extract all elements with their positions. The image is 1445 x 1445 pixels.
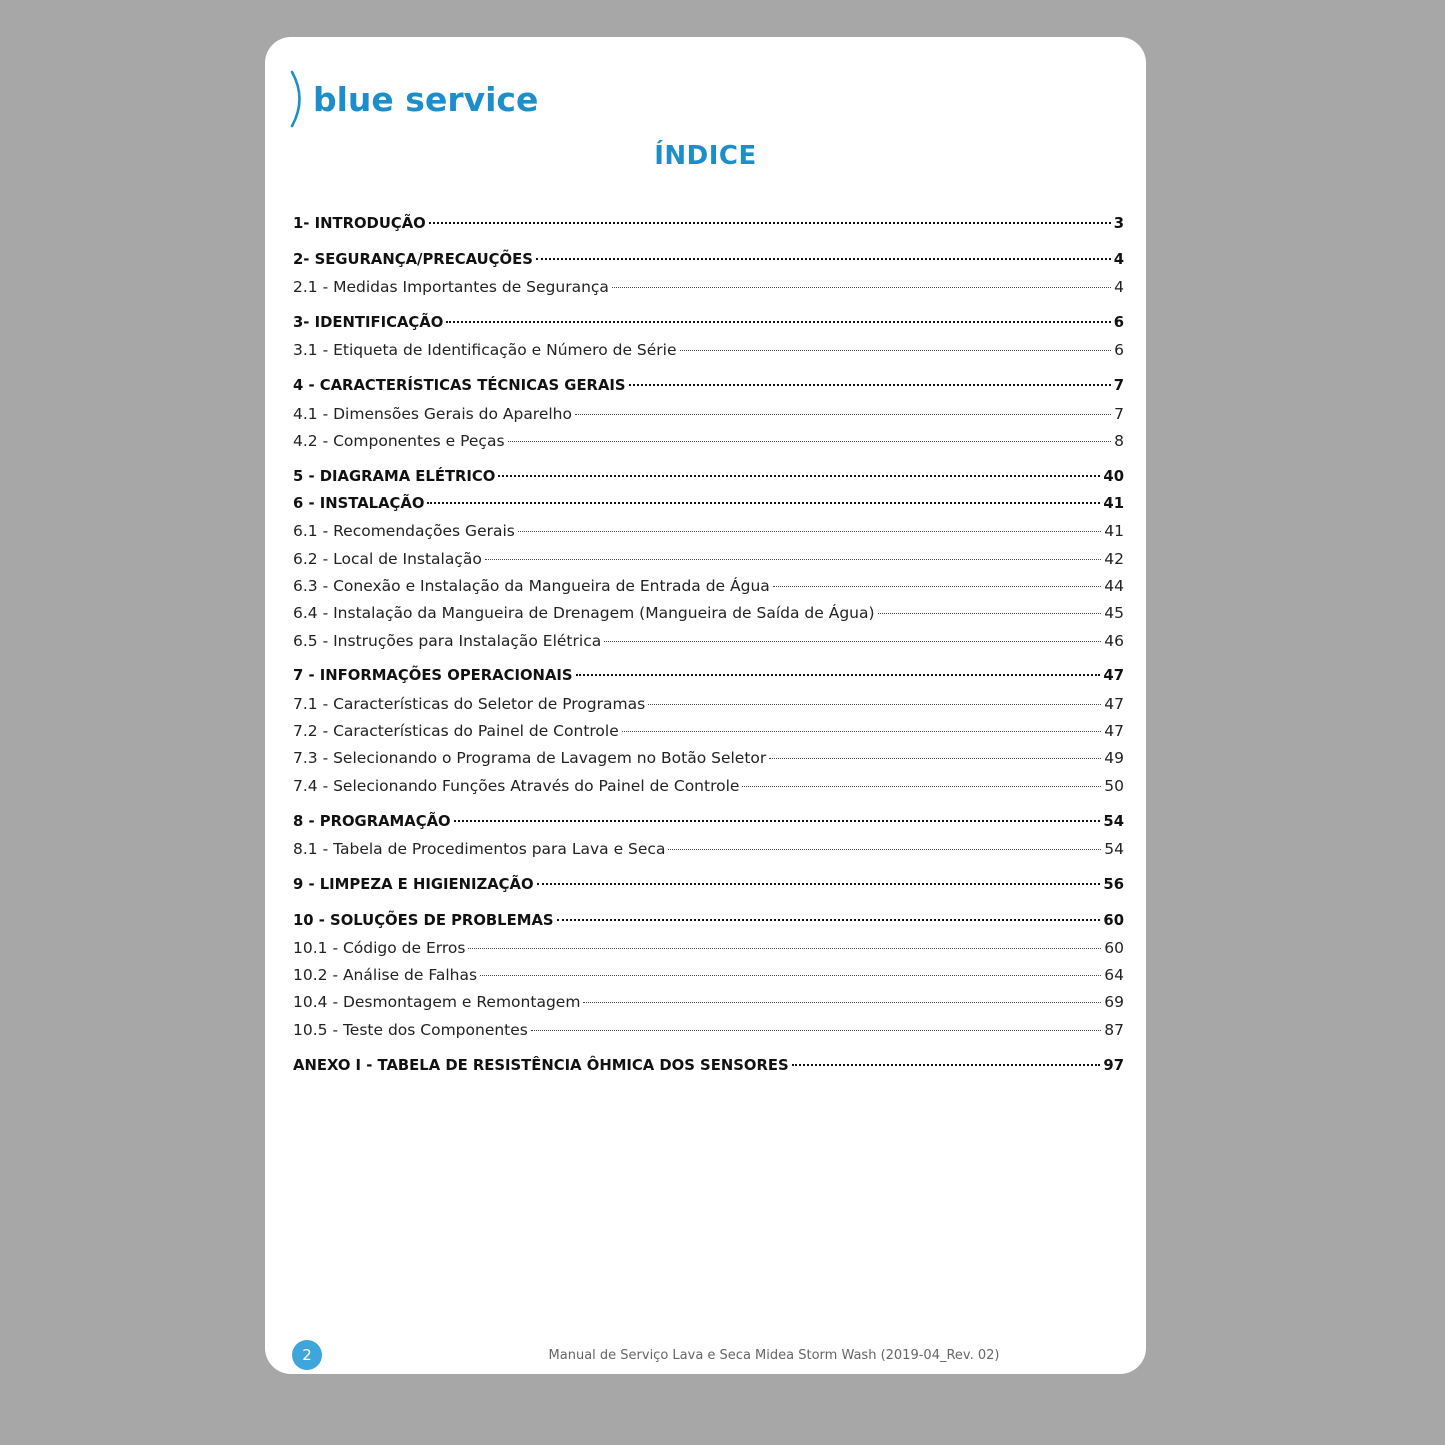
toc-entry-page: 41 (1103, 495, 1124, 513)
toc-entry-label: 2.1 - Medidas Importantes de Segurança (293, 278, 609, 297)
toc-dot-leader (454, 820, 1101, 822)
toc-entry-page: 40 (1103, 467, 1124, 485)
toc-entry-page: 97 (1103, 1056, 1124, 1074)
toc-dot-leader (742, 786, 1101, 787)
toc-entry[interactable] (293, 840, 1124, 867)
toc-dot-leader (878, 613, 1102, 614)
toc-entry[interactable] (293, 876, 1124, 903)
toc-entry-label: 10.2 - Análise de Falhas (293, 966, 478, 985)
toc-entry[interactable] (293, 993, 1124, 1020)
toc-entry-label: 6.4 - Instalação da Mangueira de Drenagem (Mangueira de Saída de Água) (293, 604, 875, 623)
toc-entry-page: 49 (1104, 749, 1124, 768)
toc-entry[interactable] (293, 377, 1124, 404)
toc-entry-label: 4.2 - Componentes e Peças (293, 431, 505, 450)
toc-dot-leader (485, 559, 1101, 560)
toc-dot-leader (427, 502, 1100, 504)
toc-dot-leader (604, 641, 1101, 642)
toc-entry[interactable] (293, 813, 1124, 840)
toc-entry-label: 2- SEGURANÇA/PRECAUÇÕES (293, 250, 533, 268)
page-title: ÍNDICE (654, 141, 757, 171)
toc-dot-leader (575, 414, 1111, 415)
toc-entry[interactable] (293, 632, 1124, 659)
toc-entry[interactable] (293, 314, 1124, 341)
logo-text: blue service (313, 79, 539, 119)
toc-entry-label: 7 - INFORMAÇÕES OPERACIONAIS (293, 667, 573, 685)
page-number-badge: 2 (292, 1340, 322, 1370)
footer-text: Manual de Serviço Lava e Seca Midea Storm Wash (2019-04_Rev. 02) (548, 1348, 1000, 1363)
toc-entry-page: 8 (1114, 431, 1124, 450)
toc-entry-label: 4.1 - Dimensões Gerais do Aparelho (293, 404, 572, 423)
toc-dot-leader (629, 384, 1111, 386)
toc-entry-label: 7.2 - Características do Painel de Controle (293, 722, 619, 741)
toc-dot-leader (612, 287, 1111, 288)
toc-entry[interactable] (293, 432, 1124, 459)
toc-entry[interactable] (293, 278, 1124, 305)
toc-dot-leader (480, 975, 1101, 976)
toc-entry[interactable] (293, 495, 1124, 522)
toc-entry-label: 8 - PROGRAMAÇÃO (293, 812, 451, 830)
toc-entry-page: 46 (1104, 631, 1124, 650)
toc-entry-label: 8.1 - Tabela de Procedimentos para Lava e Seca (293, 839, 666, 858)
toc-entry-page: 42 (1104, 549, 1124, 568)
toc-entry[interactable] (293, 966, 1124, 993)
toc-entry[interactable] (293, 550, 1124, 577)
toc-dot-leader (518, 531, 1101, 532)
toc-dot-leader (468, 948, 1101, 949)
toc-entry-page: 7 (1113, 377, 1124, 395)
toc-entry-label: 10 - SOLUÇÕES DE PROBLEMAS (293, 911, 554, 929)
toc-entry-label: 6.5 - Instruções para Instalação Elétrica (293, 631, 602, 650)
toc-entry-label: 5 - DIAGRAMA ELÉTRICO (293, 467, 496, 485)
toc-entry[interactable] (293, 405, 1124, 432)
toc-entry-label: 1- INTRODUÇÃO (293, 215, 426, 232)
toc-dot-leader (576, 674, 1101, 676)
logo-arc-icon (289, 69, 305, 129)
toc-dot-leader (648, 704, 1101, 705)
toc-dot-leader (680, 350, 1112, 351)
toc-entry-label: 7.1 - Características do Seletor de Programas (293, 694, 646, 713)
toc-entry[interactable] (293, 695, 1124, 722)
toc-entry-label: 6.1 - Recomendações Gerais (293, 522, 515, 541)
toc-entry-page: 47 (1103, 667, 1124, 685)
table-of-contents (293, 215, 1124, 1084)
toc-entry-label: 4 - CARACTERÍSTICAS TÉCNICAS GERAIS (293, 377, 626, 395)
toc-entry[interactable] (293, 215, 1124, 242)
toc-entry-page: 69 (1104, 993, 1124, 1012)
toc-entry[interactable] (293, 522, 1124, 549)
toc-entry-label: 10.4 - Desmontagem e Remontagem (293, 993, 581, 1012)
toc-dot-leader (429, 222, 1111, 224)
toc-entry-page: 45 (1104, 604, 1124, 623)
toc-entry[interactable] (293, 667, 1124, 694)
toc-entry[interactable] (293, 577, 1124, 604)
toc-entry-label: 10.1 - Código de Erros (293, 938, 466, 957)
toc-entry-label: 10.5 - Teste dos Componentes (293, 1020, 528, 1039)
toc-dot-leader (769, 758, 1101, 759)
toc-entry-label: 3- IDENTIFICAÇÃO (293, 314, 444, 332)
toc-dot-leader (531, 1030, 1101, 1031)
toc-dot-leader (498, 475, 1100, 477)
toc-entry-page: 7 (1114, 404, 1124, 423)
toc-entry[interactable] (293, 912, 1124, 939)
toc-entry-page: 87 (1104, 1020, 1124, 1039)
toc-entry-page: 6 (1114, 341, 1124, 360)
toc-entry[interactable] (293, 604, 1124, 631)
toc-dot-leader (668, 849, 1101, 850)
toc-entry[interactable] (293, 939, 1124, 966)
toc-entry-page: 4 (1113, 250, 1124, 268)
toc-entry-page: 60 (1103, 911, 1124, 929)
toc-entry-page: 54 (1103, 812, 1124, 830)
toc-dot-leader (792, 1064, 1101, 1066)
toc-dot-leader (557, 919, 1101, 921)
toc-dot-leader (622, 731, 1102, 732)
document-page (265, 37, 1146, 1374)
toc-entry-label: 6.2 - Local de Instalação (293, 549, 482, 568)
toc-entry[interactable] (293, 777, 1124, 804)
toc-entry[interactable] (293, 341, 1124, 368)
toc-entry-page: 47 (1104, 722, 1124, 741)
toc-entry-page: 60 (1104, 938, 1124, 957)
toc-dot-leader (773, 586, 1101, 587)
toc-entry-page: 6 (1113, 314, 1124, 332)
toc-entry-label: 6.3 - Conexão e Instalação da Mangueira de Entrada de Água (293, 576, 770, 595)
toc-entry-page: 50 (1104, 776, 1124, 795)
toc-entry[interactable] (293, 251, 1124, 278)
toc-entry-page: 44 (1104, 576, 1124, 595)
toc-entry[interactable] (293, 1057, 1124, 1084)
toc-dot-leader (508, 441, 1112, 442)
brand-logo (289, 69, 538, 129)
toc-entry-label: 7.4 - Selecionando Funções Através do Painel de Controle (293, 776, 740, 795)
toc-entry-page: 54 (1104, 839, 1124, 858)
toc-entry-page: 64 (1104, 966, 1124, 985)
toc-entry-page: 3 (1113, 215, 1124, 232)
toc-entry-label: ANEXO I - TABELA DE RESISTÊNCIA ÔHMICA DOS SENSORES (293, 1056, 789, 1074)
toc-entry[interactable] (293, 722, 1124, 749)
toc-dot-leader (583, 1002, 1101, 1003)
toc-entry[interactable] (293, 749, 1124, 776)
toc-dot-leader (537, 883, 1101, 885)
toc-entry-page: 47 (1104, 694, 1124, 713)
toc-entry[interactable] (293, 1021, 1124, 1048)
toc-entry-page: 4 (1114, 278, 1124, 297)
toc-entry-label: 6 - INSTALAÇÃO (293, 495, 425, 513)
toc-dot-leader (536, 258, 1111, 260)
toc-entry-label: 3.1 - Etiqueta de Identificação e Número de Série (293, 341, 677, 360)
toc-entry-page: 56 (1103, 875, 1124, 893)
toc-dot-leader (446, 321, 1110, 323)
toc-entry-page: 41 (1104, 522, 1124, 541)
toc-entry[interactable] (293, 468, 1124, 495)
toc-entry-label: 7.3 - Selecionando o Programa de Lavagem no Botão Seletor (293, 749, 767, 768)
toc-entry-label: 9 - LIMPEZA E HIGIENIZAÇÃO (293, 875, 534, 893)
